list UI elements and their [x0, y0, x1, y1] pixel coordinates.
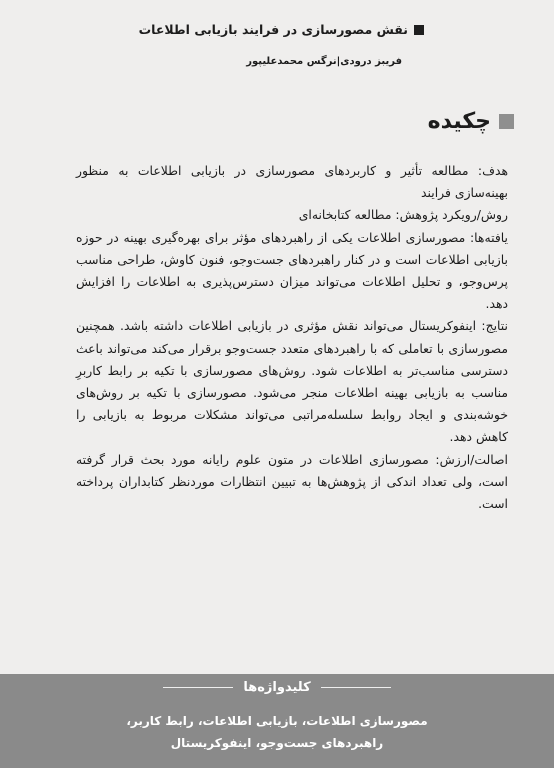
abstract-method: روش/رویکرد پژوهش: مطالعه کتابخانه‌ای — [298, 207, 508, 223]
article-header — [124, 22, 424, 37]
abstract-findings: یافته‌ها: مصورسازی اطلاعات یکی از راهبردهای مؤثر برای بهره‌گیری بهینه در حوزه بازیابی اطلاعات است و در کنار راهبردهای جست‌وجو، فنون کاوش، طراحی مناسب پرس‌وجو، و تحلیل اطلاعات می‌تواند میزان دسترس‌پذیری به اطلاعات را افزایش دهد. — [76, 229, 508, 312]
article-title-row — [124, 22, 424, 37]
abstract-originality: اصالت/ارزش: مصورسازی اطلاعات در متون علوم رایانه مورد بحث قرار گرفته است، ولی تعداد اندکی از پژوهش‌ها به تبیین انتظارات موردنظر کتابداران پرداخته است. — [76, 451, 508, 512]
article-title: نقش مصورسازی در فرایند بازیابی اطلاعات — [138, 22, 408, 37]
title-square-bullet — [414, 25, 424, 35]
keywords-heading-row — [0, 680, 554, 695]
abstract-body — [76, 160, 508, 515]
abstract-heading-row — [428, 109, 514, 134]
article-authors: فریبز درودی|نرگس محمدعلیپور — [246, 56, 402, 67]
keywords-rule-left — [163, 687, 233, 688]
keywords-list — [0, 710, 554, 754]
abstract-objective: هدف: مطالعه تأثیر و کاربردهای مصورسازی در بازیابی اطلاعات به منظور بهینه‌سازی فرایند — [76, 163, 508, 201]
abstract-results: نتایج: اینفوکریستال می‌تواند نقش مؤثری در بازیابی اطلاعات داشته باشد. همچنین مصورسازی با تعاملی که با راهبردهای متعدد جست‌وجو برقرار می‌کند می‌تواند باعث دسترسی مناسب‌تر به اطلاعات شود. روش‌های مصورسازی با تکیه بر رابط کاربرِ مناسب به بازیابی بهینه اطلاعات منجر می‌شود. مصورسازی با تکیه بر روش‌های خوشه‌بندی و ایجاد روابط سلسله‌مراتبی می‌تواند مشکلات مربوط به بازیابی را کاهش دهد. — [76, 318, 508, 445]
keywords-heading: کلیدواژه‌ها — [243, 680, 311, 695]
abstract-heading: چکیده — [427, 109, 491, 134]
keywords-line-1: مصورسازی اطلاعات، بازیابی اطلاعات، رابط کاربر، — [126, 714, 428, 728]
keywords-rule-right — [321, 687, 391, 688]
keywords-line-2: راهبردهای جست‌وجو، اینفوکریستال — [170, 736, 384, 750]
abstract-square-bullet — [499, 114, 514, 129]
keywords-box — [0, 674, 554, 768]
